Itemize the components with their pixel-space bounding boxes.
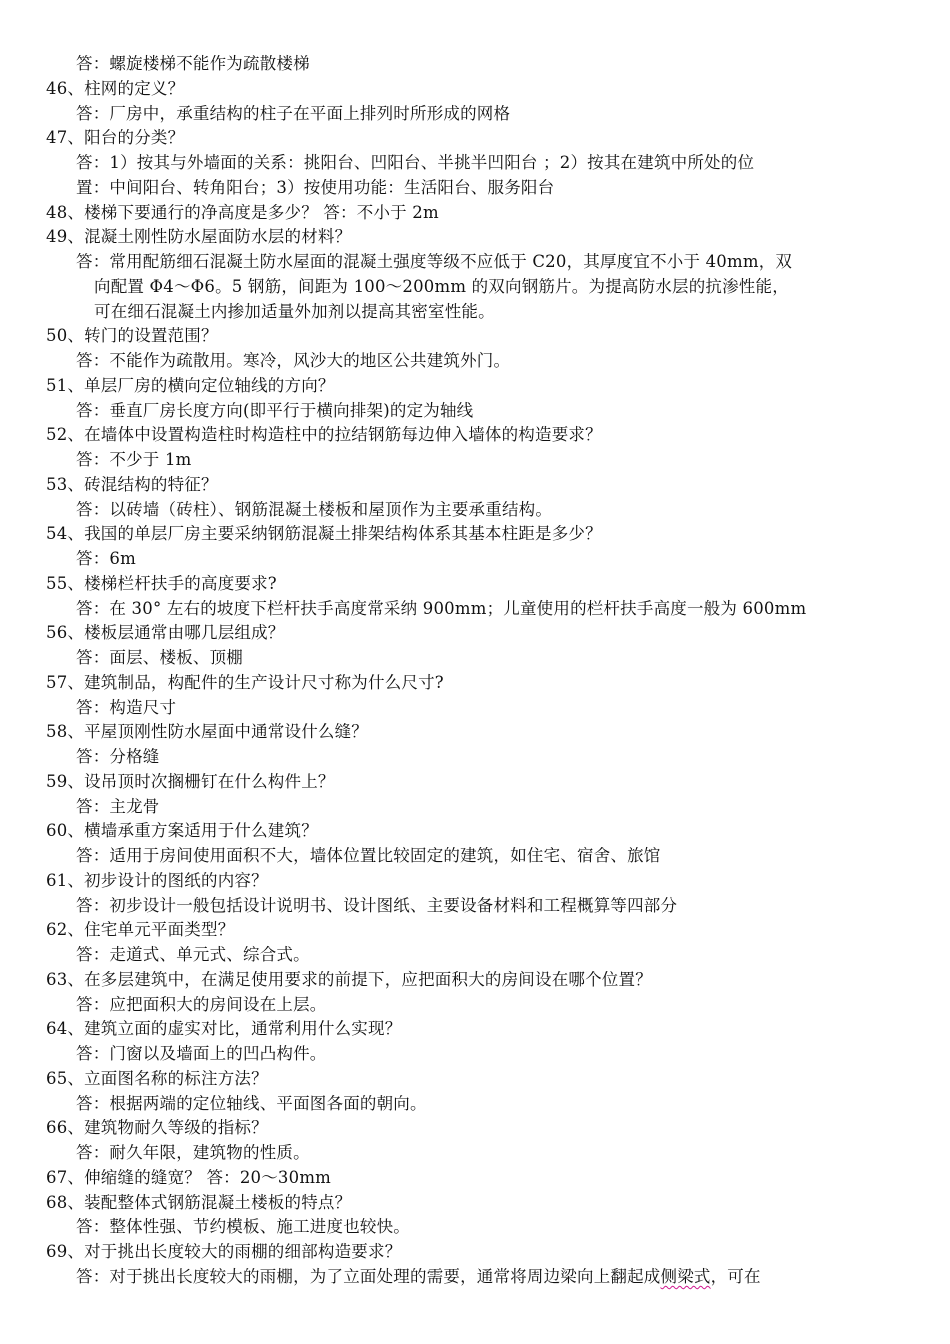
answer-line: 答：在 30° 左右的坡度下栏杆扶手高度常采纳 900mm；儿童使用的栏杆扶手高度一般为 600mm — [76, 598, 807, 618]
answer-line: 答：整体性强、节约模板、施工进度也较快。 — [76, 1217, 410, 1237]
question-line: 66、建筑物耐久等级的指标？ — [46, 1118, 268, 1138]
question-line: 59、设吊顶时次搁栅钉在什么构件上？ — [46, 771, 335, 791]
question-line: 63、在多层建筑中，在满足使用要求的前提下，应把面积大的房间设在哪个位置？ — [46, 969, 652, 989]
answer-line: 答：耐久年限，建筑物的性质。 — [76, 1143, 310, 1162]
answer-line: 答：6m — [76, 549, 136, 568]
answer-line: 答：分格缝 — [76, 747, 160, 766]
question-line: 53、砖混结构的特征？ — [46, 474, 218, 494]
question-line: 48、楼梯下要通行的净高度是多少？ 答：不小于 2m — [46, 202, 439, 222]
answer-line: 答：适用于房间使用面积不大，墙体位置比较固定的建筑，如住宅、宿舍、旅馆 — [76, 846, 661, 865]
question-line: 46、柱网的定义？ — [46, 78, 185, 98]
answer-line: 答：以砖墙（砖柱）、钢筋混凝土楼板和屋顶作为主要承重结构。 — [76, 499, 553, 519]
answer-line: 答：常用配筋细石混凝土防水屋面的混凝土强度等级不应低于 C20，其厚度宜不小于 40mm，双 — [76, 252, 793, 271]
answer-line: 答：根据两端的定位轴线、平面图各面的朝向。 — [76, 1093, 427, 1113]
answer-line: 答：不能作为疏散用。寒冷，风沙大的地区公共建筑外门。 — [76, 351, 511, 370]
question-line: 69、对于挑出长度较大的雨棚的细部构造要求？ — [46, 1242, 402, 1261]
question-line: 64、建筑立面的虚实对比，通常利用什么实现？ — [46, 1019, 402, 1039]
answer-line: 答：初步设计一般包括设计说明书、设计图纸、主要设备材料和工程概算等四部分 — [76, 895, 678, 915]
answer-line: 答：主龙骨 — [76, 796, 160, 816]
question-line: 65、立面图名称的标注方法？ — [46, 1068, 268, 1088]
answer-line: 答：1）按其与外墙面的关系：挑阳台、凹阳台、半挑半凹阳台 ；2）按其在建筑中所处的位 — [76, 153, 755, 172]
answer-line: 答：应把面积大的房间设在上层。 — [76, 994, 327, 1014]
question-line: 58、平屋顶刚性防水屋面中通常设什么缝？ — [46, 722, 368, 742]
question-line: 47、阳台的分类？ — [46, 128, 185, 148]
answer-line: 答：构造尺寸 — [76, 697, 177, 717]
answer-line: 答：厂房中，承重结构的柱子在平面上排列时所形成的网格 — [76, 103, 511, 123]
spellcheck-marked-word: 侧梁式 — [660, 1266, 711, 1286]
answer-line: 答：螺旋楼梯不能作为疏散楼梯 — [76, 54, 310, 73]
question-line: 67、伸缩缝的缝宽？ 答：20～30mm — [46, 1167, 332, 1187]
question-line: 68、装配整体式钢筋混凝土楼板的特点？ — [46, 1192, 352, 1212]
answer-continuation-line: 可在细石混凝土内掺加适量外加剂以提高其密室性能。 — [94, 301, 495, 321]
question-line: 62、住宅单元平面类型？ — [46, 920, 235, 940]
answer-line: 答：不少于 1m — [76, 450, 192, 469]
answer-69-text-before: 答：对于挑出长度较大的雨棚，为了立面处理的需要，通常将周边梁向上翻起成 — [76, 1266, 661, 1286]
answer-69-line — [76, 1265, 761, 1289]
answer-continuation-line: 置：中间阳台、转角阳台；3）按使用功能：生活阳台、服务阳台 — [76, 177, 555, 197]
question-line: 52、在墙体中设置构造柱时构造柱中的拉结钢筋每边伸入墙体的构造要求？ — [46, 425, 602, 445]
question-line: 57、建筑制品，构配件的生产设计尺寸称为什么尺寸? — [46, 672, 444, 692]
question-line: 55、楼梯栏杆扶手的高度要求? — [46, 573, 277, 593]
answer-line: 答：面层、楼板、顶棚 — [76, 648, 243, 667]
question-line: 60、横墙承重方案适用于什么建筑？ — [46, 821, 318, 841]
answer-continuation-line: 向配置 Φ4～Φ6。5 钢筋，间距为 100～200mm 的双向钢筋片。为提高防水层的抗渗性能， — [94, 276, 789, 296]
answer-69-text-after: ，可在 — [710, 1266, 761, 1286]
question-line: 51、单层厂房的横向定位轴线的方向？ — [46, 375, 335, 395]
answer-line: 答：走道式、单元式、综合式。 — [76, 945, 310, 964]
question-line: 54、我国的单层厂房主要采纳钢筋混凝土排架结构体系其基本柱距是多少？ — [46, 524, 602, 544]
answer-line: 答：门窗以及墙面上的凹凸构件。 — [76, 1044, 327, 1063]
question-line: 56、楼板层通常由哪几层组成？ — [46, 623, 285, 643]
answer-line: 答：垂直厂房长度方向(即平行于横向排架)的定为轴线 — [76, 400, 474, 420]
question-line: 49、混凝土刚性防水屋面防水层的材料？ — [46, 227, 352, 247]
question-line: 50、转门的设置范围？ — [46, 326, 218, 346]
question-line: 61、初步设计的图纸的内容？ — [46, 870, 268, 890]
